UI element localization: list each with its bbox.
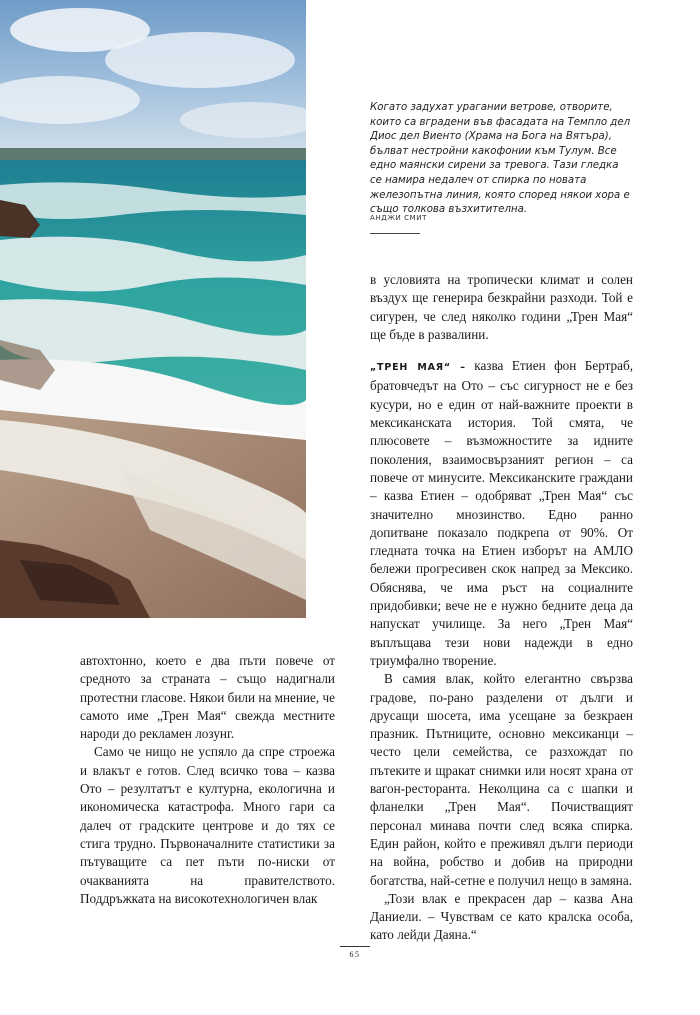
run-in-heading: „ТРЕН МАЯ“ – — [370, 362, 466, 374]
paragraph: В самия влак, който елегантно свързва градове, по-рано разделени от дълги и друсащи шосета, има усещане за безкраен празник. Пътниците, основно мексиканци – често цели семейства, се разхождат по пътеките и щракат снимки или носят храна от вагон-ресторанта. Неколцина са с шапки и фланелки „Трен Мая“. Почистващият персонал минава почти след всяка спирка. Един район, който е преживял дълги периоди на война, робство и добив на природни богатства, най-сетне е получил нещо в замяна. — [370, 671, 633, 888]
paragraph-text: казва Етиен фон Бертраб, братовчедът на Ото – със сигурност не е без кусури, но е един от най-важните проекти в мексиканската история. Той смята, че плюсовете – възможностите за идните поколения, взаимосвързаният регион – са повече от минусите. Мексиканските граждани – казва Етиен – одобряват „Трен Мая“ със значително мнозинство. Едно ранно допитване показало подкрепа от 90%. От гледната точка на Етиен изборът на АМЛО бележи прогресивен скок напред за Мексико. Обяснява, че има ръст на социалните придобивки; вече не е нужно бедните деца да напускат училище. За него „Трен Мая“ въплъщава тези нови надежди в едно триумфално творение. — [370, 358, 633, 668]
paragraph — [370, 357, 633, 670]
photo-credit: АНДЖИ СМИТ — [370, 214, 427, 222]
credit-divider — [370, 233, 420, 234]
page-number: 65 — [349, 950, 361, 959]
right-text-column — [370, 271, 633, 945]
paragraph: автохтонно, което е два пъти повече от средното за страната – също надигнали протестни гласове. Някои били на мнение, че самото име „Трен Мая“ свежда местните народи до рекламен лозунг. — [80, 653, 335, 742]
coastline-photo — [0, 0, 306, 618]
left-text-column — [80, 652, 335, 908]
paragraph: в условията на тропически климат и солен въздух ще генерира безкрайни разходи. Той е сигурен, че след няколко години „Трен Мая“ ще бъде в развалини. — [370, 272, 633, 342]
paragraph: „Този влак е прекрасен дар – казва Ана Даниели. – Чувствам се като кралска особа, като лейди Даяна.“ — [370, 890, 633, 943]
photo-caption: Когато задухат урагании ветрове, отворите, които са вградени във фасадата на Темпло дел Диос дел Виенто (Храма на Бога на Вятъра), бълват нестройни какофонии към Тулум. Все едно маянски сирени за тревога. Тази гледка се намира недалеч от спирка по новата железопътна линия, която според някои хора е също толкова възхитителна. — [370, 102, 631, 216]
paragraph: Само че нищо не успяло да спре строежа и влакът е готов. След всичко това – казва Ото – резултатът е културна, екологична и икономическа катастрофа. Много гари са далеч от градските центрове и до тях се стига трудно. Първоначалните статистики за пътуващите са пет пъти по-ниски от очакванията на правителството. Поддръжката на високотехнологичен влак — [80, 744, 335, 906]
folio-divider — [340, 946, 370, 947]
